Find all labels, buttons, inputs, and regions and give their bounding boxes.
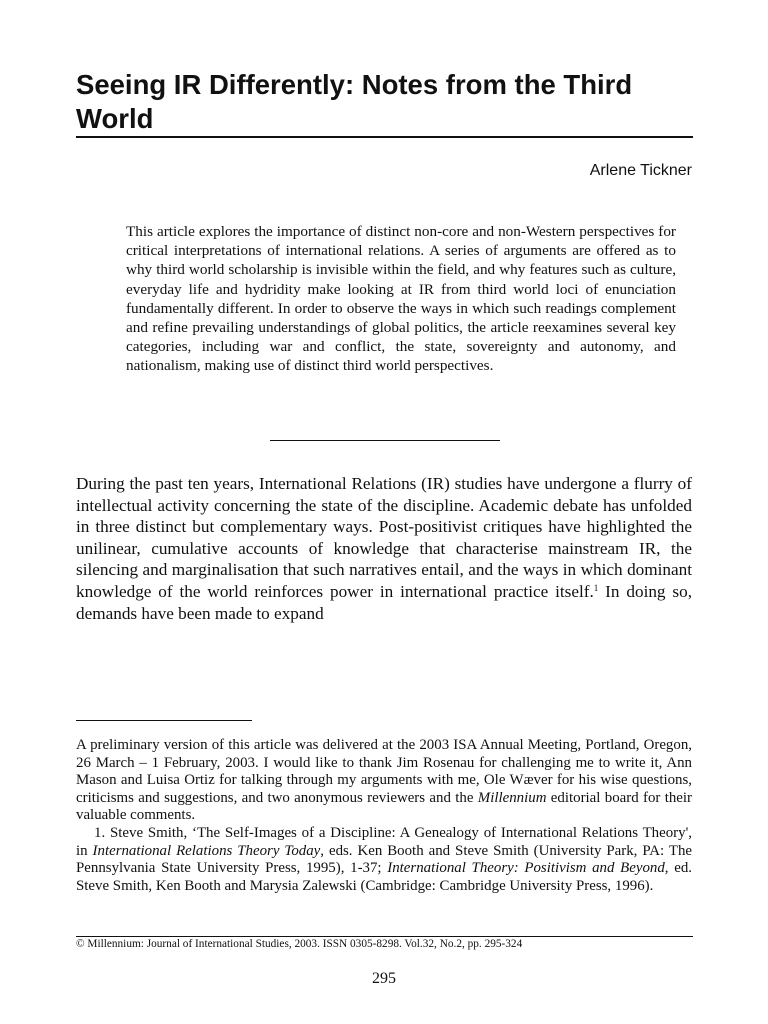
footnote-text: , eds. Ken Booth and Steve Smith (University Park, PA: The Pennsylvania State University Press, 1995), 1-37; [76, 842, 692, 877]
footnote-italic: International Relations Theory Today [92, 842, 321, 859]
footnote-italic: Millennium [477, 789, 547, 806]
body-text-end: In doing so, demands have been made to expand [76, 581, 692, 623]
footnote-1 [76, 825, 692, 895]
body-paragraph [76, 473, 692, 624]
footnote-text: A preliminary version of this article was delivered at the 2003 ISA Annual Meeting, Portland, Oregon, 26 March – 1 February, 2003. I would like to thank Jim Rosenau for challenging me to write it, Ann Mason and Luisa Ortiz for talking through my arguments with me, Ole Wæver for his wise questions, criticisms and suggestions, and two anonymous reviewers and the [76, 737, 692, 806]
footnote-reference[interactable]: 1 [593, 582, 599, 593]
footnote-text: editorial board for their valuable comments. [76, 789, 693, 824]
journal-citation: © Millennium: Journal of International Studies, 2003. ISSN 0305-8298. Vol.32, No.2, pp. 295-324 [76, 938, 523, 950]
author-name: Arlene Tickner [589, 162, 692, 179]
footnote-text: 1. Steve Smith, ‘The Self-Images of a Discipline: A Genealogy of International Relations Theory', in [76, 824, 692, 859]
article-title: Seeing IR Differently: Notes from the Third World [76, 69, 633, 134]
body-text-start: During the past ten years, International Relations (IR) studies have undergone a flurry of intellectual activity concerning the state of the discipline. Academic debate has unfolded in three distinct but complementary ways. Post-positivist critiques have highlighted the unilinear, cumulative accounts of knowledge that characterise mainstream IR, the silencing and marginalisation that such narratives entail, and the ways in which dominant knowledge of the world reinforces power in international practice itself. [76, 474, 692, 601]
footnote-text: , ed. Steve Smith, Ken Booth and Marysia Zalewski (Cambridge: Cambridge University Press, 1996). [76, 860, 692, 894]
journal-divider [76, 936, 693, 937]
footnotes [76, 737, 692, 895]
title-divider [76, 136, 693, 138]
page-number: 295 [372, 970, 396, 987]
abstract: This article explores the importance of distinct non-core and non-Western perspectives for critical interpretations of international relations. A series of arguments are offered as to why third world scholarship is invisible within the field, and why features such as culture, everyday life and hydridity make looking at IR from third world loci of enunciation fundamentally different. In order to observe the ways in which such readings complement and refine prevailing understandings of global politics, the article reexamines several key categories, including war and conflict, the state, sovereignty and autonomy, and nationalism, making use of distinct third world perspectives. [126, 223, 676, 375]
footnote-italic: International Theory: Positivism and Beyond [387, 860, 665, 877]
footnote-acknowledgement [76, 737, 692, 825]
footnote-divider [76, 720, 252, 721]
abstract-divider [270, 440, 500, 441]
